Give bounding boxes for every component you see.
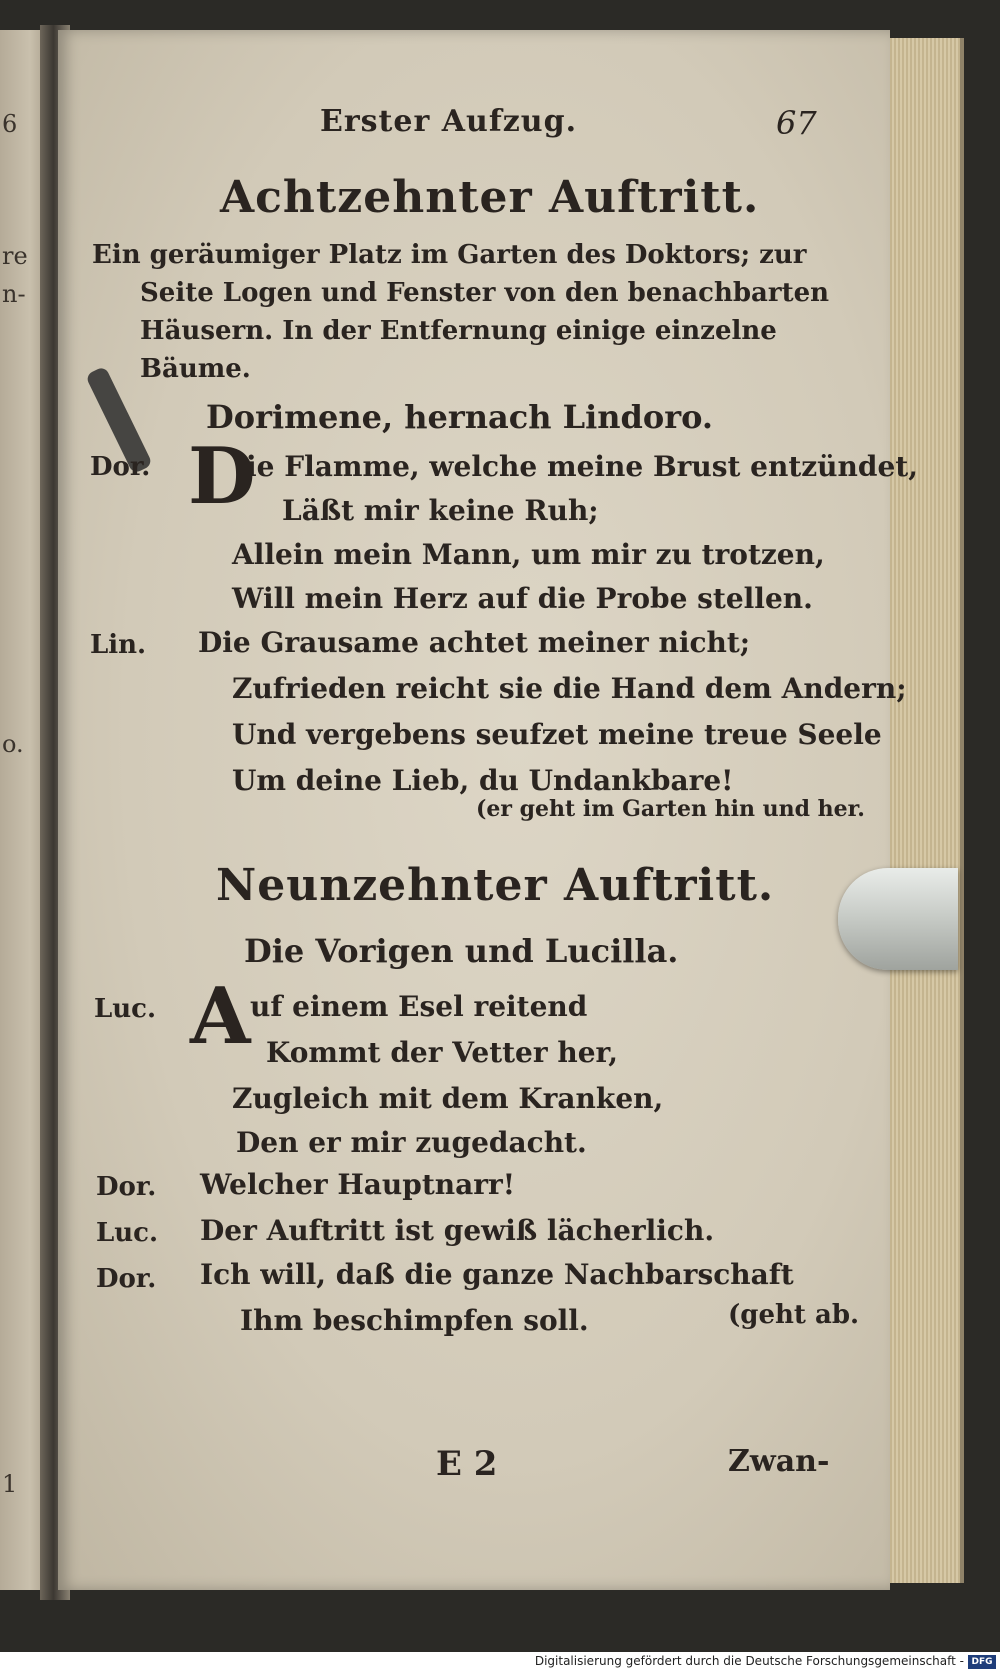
verse-line: Ihm beschimpfen soll. (240, 1304, 589, 1337)
left-fragment-5: 1 (2, 1470, 18, 1498)
verse-line: Will mein Herz auf die Probe stellen. (232, 582, 813, 615)
speaker-dor: Dor. (90, 452, 151, 482)
speaker-dor: Dor. (96, 1264, 157, 1294)
page-number: 67 (776, 104, 817, 142)
stage-direction-line-1: Ein geräumiger Platz im Garten des Doktors; zur (92, 240, 807, 270)
dfg-logo: DFG (968, 1655, 996, 1669)
verse-line: ie Flamme, welche meine Brust entzündet, (246, 450, 918, 483)
scene-18-title: Achtzehnter Auftritt. (220, 172, 760, 223)
funding-credit: Digitalisierung gefördert durch die Deutsche Forschungsgemeinschaft - (534, 1654, 964, 1668)
page-clip (838, 868, 958, 970)
verse-line: Ich will, daß die ganze Nachbarschaft (200, 1258, 794, 1291)
stage-direction-line-2: Seite Logen und Fenster von den benachbarten (140, 278, 830, 308)
scene-18-persons: Dorimene, hernach Lindoro. (206, 398, 714, 436)
page-edges (880, 38, 964, 1583)
verse-line: Zugleich mit dem Kranken, (232, 1082, 664, 1115)
verse-line: Um deine Lieb, du Undankbare! (232, 764, 734, 797)
verse-line: Die Grausame achtet meiner nicht; (198, 626, 751, 659)
verse-line: Zufrieden reicht sie die Hand dem Andern; (232, 672, 907, 705)
verse-line: Allein mein Mann, um mir zu trotzen, (232, 538, 825, 571)
stage-direction: (er geht im Garten hin und her. (476, 796, 865, 822)
verse-line: Läßt mir keine Ruh; (282, 494, 599, 527)
speaker-dor: Dor. (96, 1172, 157, 1202)
signature-mark: E 2 (436, 1444, 498, 1484)
verse-line: Kommt der Vetter her, (266, 1036, 619, 1069)
speaker-luc: Luc. (96, 1218, 159, 1248)
drop-initial: D (188, 431, 256, 522)
speaker-luc: Luc. (94, 994, 157, 1024)
drop-initial: A (190, 971, 251, 1062)
running-title: Erster Aufzug. (320, 104, 578, 139)
digitization-footer (0, 1652, 1000, 1672)
left-fragment-1: 6 (2, 110, 18, 138)
left-fragment-2: re (2, 242, 28, 270)
catchword: Zwan- (728, 1444, 830, 1479)
verse-line: uf einem Esel reitend (250, 990, 588, 1023)
stage-direction-line-3: Häusern. In der Entfernung einige einzelne (140, 316, 777, 346)
scene-19-title: Neunzehnter Auftritt. (216, 860, 775, 911)
verse-line: Und vergebens seufzet meine treue Seele (232, 718, 882, 751)
verse-line: Der Auftritt ist gewiß lächerlich. (200, 1214, 715, 1247)
left-fragment-4: o. (2, 730, 24, 758)
verse-line: Den er mir zugedacht. (236, 1126, 587, 1159)
stage-direction: (geht ab. (728, 1300, 860, 1330)
speaker-lin: Lin. (90, 630, 147, 660)
stage-direction-line-4: Bäume. (140, 354, 251, 384)
left-fragment-3: n- (2, 280, 26, 308)
verse-line: Welcher Hauptnarr! (200, 1168, 516, 1201)
scene-19-persons: Die Vorigen und Lucilla. (244, 932, 679, 970)
